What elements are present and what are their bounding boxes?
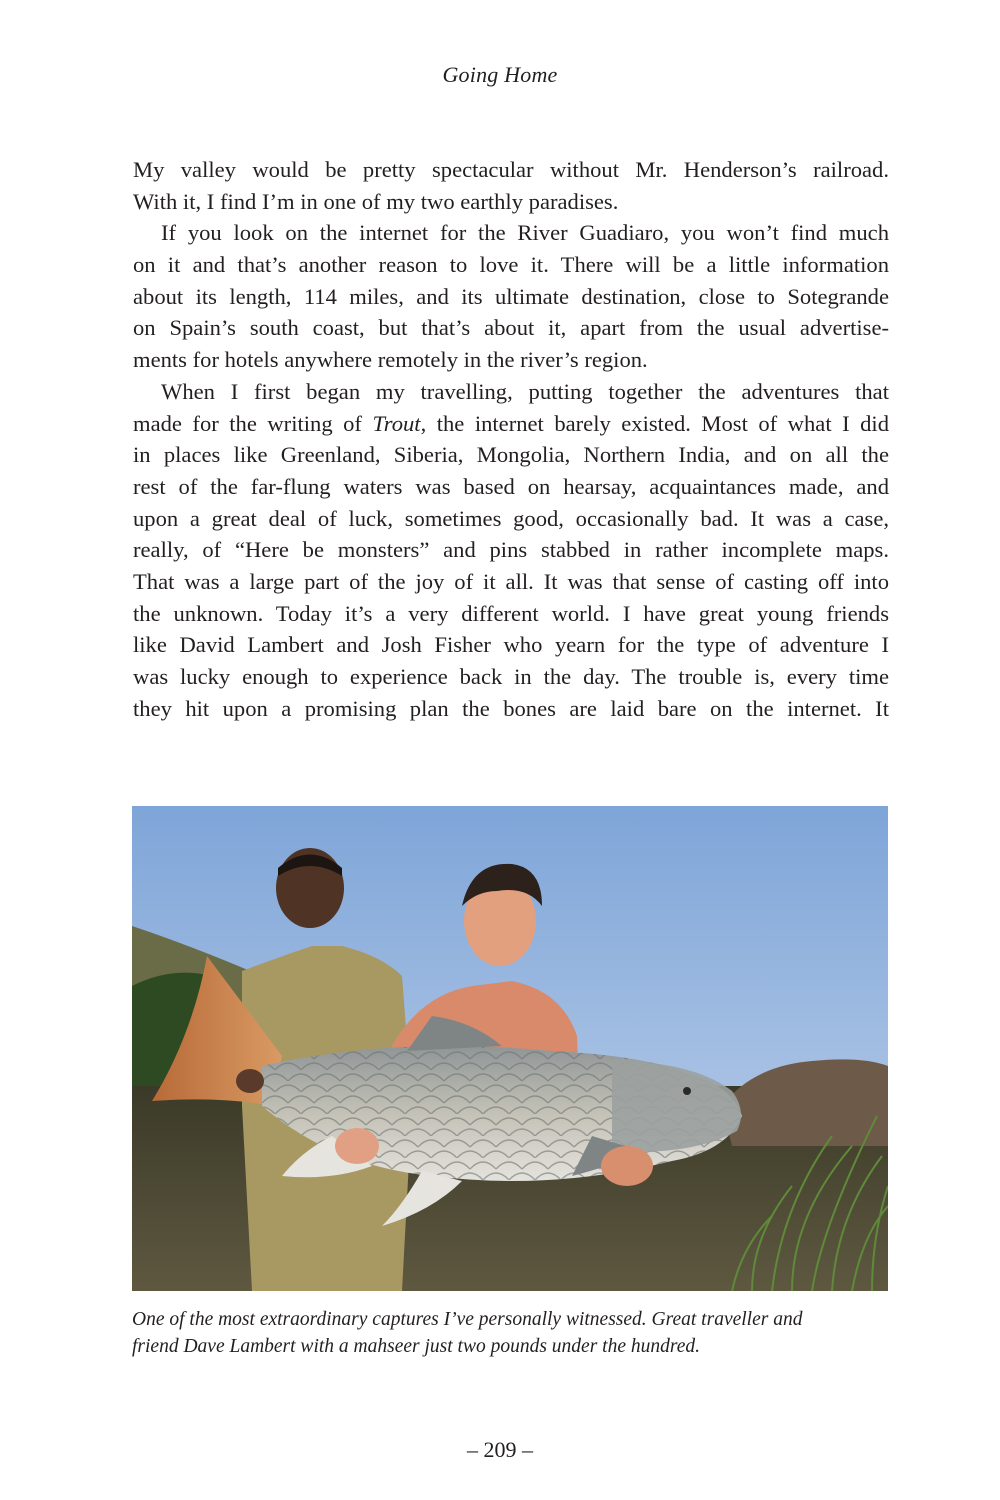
- caption-line: friend Dave Lambert with a mahseer just two pounds under the hundred.: [132, 1336, 700, 1357]
- running-head: Going Home: [442, 62, 558, 87]
- text-segment: made for the writing of: [133, 410, 373, 436]
- text-line: really, of “Here be monsters” and pins stabbed in rather incomplete maps.: [133, 537, 889, 563]
- photo-mahseer-catch: [132, 806, 888, 1291]
- text-line: on Spain’s south coast, but that’s about it, apart from the usual advertise-: [133, 315, 889, 341]
- text-line: the unknown. Today it’s a very different world. I have great young friends: [133, 600, 889, 626]
- text-segment: , the internet barely existed. Most of what I did: [420, 410, 889, 436]
- text-line: in places like Greenland, Siberia, Mongolia, Northern India, and on all the: [133, 442, 889, 468]
- text-line: When I first began my travelling, putting together the adventures that: [161, 378, 889, 404]
- text-line: they hit upon a promising plan the bones are laid bare on the internet. It: [133, 695, 889, 721]
- text-line: My valley would be pretty spectacular without Mr. Henderson’s railroad.: [133, 157, 889, 182]
- text-line: If you look on the internet for the River Guadiaro, you won’t find much: [161, 220, 889, 246]
- text-line: With it, I find I’m in one of my two earthly paradises.: [133, 188, 619, 214]
- text-line: like David Lambert and Josh Fisher who yearn for the type of adventure I: [133, 632, 889, 658]
- photo-illustration: [132, 806, 888, 1291]
- text-line: was lucky enough to experience back in the day. The trouble is, every time: [133, 664, 889, 689]
- caption-line: One of the most extraordinary captures I’ve personally witnessed. Great traveller and: [132, 1309, 803, 1330]
- page-number: – 209 –: [467, 1437, 533, 1462]
- text-line: That was a large part of the joy of it all. It was that sense of casting off into: [133, 568, 889, 594]
- text-line: upon a great deal of luck, sometimes good, occasionally bad. It was a case,: [133, 505, 889, 531]
- figure-caption: [132, 1306, 892, 1360]
- book-title: Trout: [372, 410, 421, 436]
- text-line: about its length, 114 miles, and its ultimate destination, close to Sotegrande: [133, 283, 889, 309]
- text-line: on it and that’s another reason to love it. There will be a little information: [133, 252, 889, 278]
- text-line: rest of the far-flung waters was based on hearsay, acquaintances made, and: [133, 473, 889, 499]
- text-line: [133, 408, 889, 440]
- body-text: [133, 154, 889, 724]
- text-line: ments for hotels anywhere remotely in the river’s region.: [133, 347, 648, 373]
